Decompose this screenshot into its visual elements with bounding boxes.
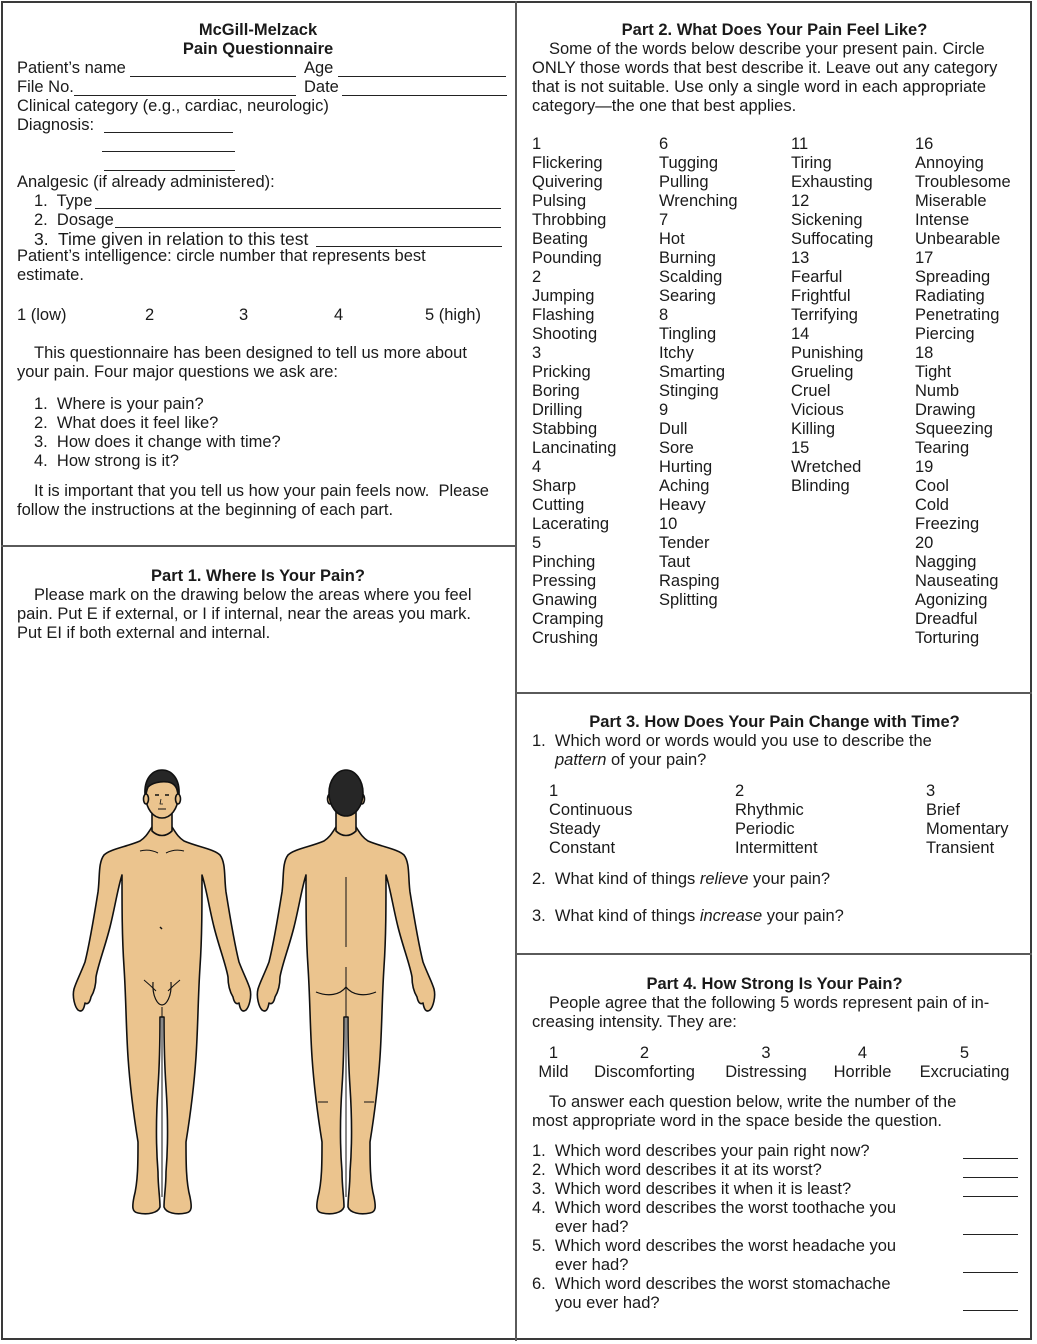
clinical-category-label: Clinical category (e.g., cardiac, neurologic)	[17, 97, 329, 115]
pain-word[interactable]: Dreadful	[915, 610, 978, 628]
part2-panel	[517, 0, 1032, 692]
pattern-column-2	[735, 782, 818, 858]
pain-word[interactable]: Quivering	[532, 173, 603, 191]
part3-q3-pre: 3. What kind of things	[532, 907, 700, 925]
file-no-label: File No.	[17, 78, 74, 96]
pain-word[interactable]: Flashing	[532, 306, 595, 324]
pattern-word[interactable]: Rhythmic	[735, 801, 804, 819]
pain-word[interactable]: Torturing	[915, 629, 980, 647]
pain-word[interactable]: Wretched	[791, 458, 862, 476]
intensity-word: Discomforting	[594, 1063, 695, 1081]
question-item-1: 1. Where is your pain?	[34, 395, 204, 413]
pain-word[interactable]: Blinding	[791, 477, 850, 495]
pain-word[interactable]: Lacerating	[532, 515, 610, 533]
relieve-emphasis: relieve	[699, 870, 749, 888]
pain-word[interactable]: Jumping	[532, 287, 595, 305]
pattern-word[interactable]: Brief	[926, 801, 960, 819]
pain-word[interactable]: Pinching	[532, 553, 596, 571]
pain-word[interactable]: Freezing	[915, 515, 980, 533]
answer-blank[interactable]	[963, 1257, 1018, 1273]
pain-word[interactable]: Shooting	[532, 325, 598, 343]
pain-word[interactable]: Penetrating	[915, 306, 1000, 324]
part2-line3: that is not suitable. Use only a single word in each appropriate	[532, 78, 987, 96]
question-item-2: 2. What does it feel like?	[34, 414, 219, 432]
intensity-number: 2	[639, 1044, 650, 1062]
pain-word[interactable]: Hurting	[659, 458, 713, 476]
analgesic-time-label: 3. Time given in relation to this test	[34, 229, 309, 249]
pain-word-list	[532, 135, 1022, 655]
part3-q3-post: your pain?	[762, 907, 844, 925]
intensity-4	[830, 1044, 895, 1082]
patient-name-label: Patient’s name	[17, 59, 126, 77]
header-panel	[0, 0, 516, 545]
pain-word[interactable]: Heavy	[659, 496, 706, 514]
pattern-column-3	[926, 782, 1009, 858]
part3-q2-post: your pain?	[748, 870, 831, 888]
intensity-word: Excruciating	[919, 1063, 1010, 1081]
pain-word[interactable]: Sickening	[791, 211, 863, 229]
pain-word[interactable]: Intense	[915, 211, 970, 229]
intensity-number: 3	[761, 1044, 771, 1062]
category-number: 10	[659, 515, 678, 533]
intelligence-line1: Patient’s intelligence: circle number that represents best	[17, 247, 426, 265]
category-number: 9	[659, 401, 669, 419]
pain-word[interactable]: Cutting	[532, 496, 585, 514]
pain-word[interactable]: Crushing	[532, 629, 599, 647]
analgesic-dosage-field[interactable]	[115, 212, 501, 228]
intensity-5	[917, 1044, 1012, 1082]
part3-q2	[532, 870, 830, 889]
intelligence-option-1[interactable]: 1 (low)	[17, 306, 67, 324]
part2-line4: category—the one that best applies.	[532, 97, 797, 115]
answer-blank[interactable]	[963, 1162, 1018, 1178]
intelligence-line2: estimate.	[17, 266, 84, 284]
pattern-group-number: 3	[926, 782, 936, 800]
pain-word[interactable]: Cruel	[791, 382, 831, 400]
pain-word[interactable]: Grueling	[791, 363, 854, 381]
back-head	[329, 770, 363, 816]
strength-question	[532, 1161, 1022, 1180]
intensity-word: Horrible	[833, 1063, 892, 1081]
answer-blank[interactable]	[963, 1181, 1018, 1197]
category-number: 20	[915, 534, 934, 552]
intelligence-option-2[interactable]: 2	[145, 306, 155, 324]
date-field[interactable]	[342, 80, 507, 96]
intensity-number: 5	[959, 1044, 970, 1062]
closing-line2: follow the instructions at the beginning of each part.	[17, 501, 394, 519]
pain-word[interactable]: Suffocating	[791, 230, 874, 248]
date-label: Date	[304, 78, 339, 96]
strength-question	[532, 1237, 1022, 1275]
pattern-word[interactable]: Continuous	[549, 801, 633, 819]
word-column-1	[532, 135, 616, 648]
pain-word[interactable]: Tiring	[791, 154, 832, 172]
category-number: 1	[532, 135, 542, 153]
pain-word[interactable]: Pounding	[532, 249, 602, 267]
pain-word[interactable]: Gnawing	[532, 591, 598, 609]
pain-word[interactable]: Hot	[659, 230, 685, 248]
part2-line1: Some of the words below describe your present pain. Circle	[549, 40, 985, 58]
pain-word[interactable]: Nagging	[915, 553, 977, 571]
form-title-line1: McGill-Melzack	[198, 21, 318, 39]
pain-word[interactable]: Numb	[915, 382, 960, 400]
body-diagram[interactable]	[60, 757, 460, 1227]
part4-instr-line1: To answer each question below, write the number of the	[549, 1093, 957, 1111]
pattern-group-number: 1	[549, 782, 559, 800]
part3-q1-line2	[555, 751, 706, 770]
part3-q1-line1: 1. Which word or words would you use to describe the	[532, 732, 932, 750]
age-field[interactable]	[338, 61, 506, 77]
pain-word[interactable]: Rasping	[659, 572, 720, 590]
part1-line1: Please mark on the drawing below the areas where you feel	[34, 586, 472, 604]
intensity-word: Mild	[538, 1063, 569, 1081]
part3-q2-pre: 2. What kind of things	[532, 870, 700, 888]
pattern-word[interactable]: Constant	[549, 839, 616, 857]
category-number: 16	[915, 135, 934, 153]
part3-q3	[532, 907, 844, 926]
pain-word[interactable]: Unbearable	[915, 230, 1001, 248]
question-text-cont: ever had?	[555, 1218, 629, 1236]
question-text: 3. Which word describes it when it is least?	[532, 1180, 852, 1198]
pattern-emphasis: pattern	[555, 751, 607, 769]
part2-line2: ONLY those words that best describe it. Leave out any category	[532, 59, 998, 77]
form-title-line2: Pain Questionnaire	[182, 40, 334, 58]
question-item-4: 4. How strong is it?	[34, 452, 179, 470]
part3-title: Part 3. How Does Your Pain Change with Time?	[589, 713, 960, 731]
category-number: 14	[791, 325, 810, 343]
pain-word[interactable]: Nauseating	[915, 572, 999, 590]
pain-word[interactable]: Drawing	[915, 401, 976, 419]
strength-question-list	[532, 1142, 1022, 1322]
category-number: 17	[915, 249, 934, 267]
part4-line1: People agree that the following 5 words represent pain of in-	[549, 994, 990, 1012]
pattern-word[interactable]: Transient	[926, 839, 995, 857]
intensity-number: 4	[857, 1044, 868, 1062]
pattern-word-list	[549, 782, 1019, 862]
question-text: 2. Which word describes it at its worst?	[532, 1161, 822, 1179]
pain-word[interactable]: Smarting	[659, 363, 726, 381]
pattern-group-number: 2	[735, 782, 745, 800]
strength-question	[532, 1180, 1022, 1199]
pain-word[interactable]: Taut	[659, 553, 691, 571]
category-number: 5	[532, 534, 542, 552]
part4-line2: creasing intensity. They are:	[532, 1013, 737, 1031]
pain-word[interactable]: Tingling	[659, 325, 717, 343]
question-text: 1. Which word describes your pain right now?	[532, 1142, 870, 1160]
back-body-figure[interactable]	[257, 770, 434, 1214]
pain-word[interactable]: Cool	[915, 477, 949, 495]
category-number: 12	[791, 192, 810, 210]
pain-word[interactable]: Stinging	[659, 382, 719, 400]
pain-word[interactable]: Agonizing	[915, 591, 988, 609]
intro-line2: your pain. Four major questions we ask are:	[17, 363, 338, 381]
category-number: 3	[532, 344, 542, 362]
pain-word[interactable]: Troublesome	[915, 173, 1011, 191]
question-text: 6. Which word describes the worst stomachache	[532, 1275, 891, 1293]
strength-question	[532, 1142, 1022, 1161]
intensity-2	[592, 1044, 697, 1082]
intensity-number: 1	[548, 1044, 559, 1062]
part3-panel	[517, 694, 1032, 953]
pain-word[interactable]: Tearing	[915, 439, 970, 457]
category-number: 19	[915, 458, 934, 476]
question-text: 5. Which word describes the worst headache you	[532, 1237, 897, 1255]
pain-word[interactable]: Exhausting	[791, 173, 873, 191]
pain-word[interactable]: Itchy	[659, 344, 694, 362]
pattern-word[interactable]: Intermittent	[735, 839, 818, 857]
pattern-word[interactable]: Momentary	[926, 820, 1009, 838]
pain-word[interactable]: Drilling	[532, 401, 583, 419]
pain-word[interactable]: Terrifying	[791, 306, 858, 324]
analgesic-time-field[interactable]	[316, 231, 502, 247]
intensity-word: Distressing	[725, 1063, 807, 1081]
analgesic-type-field[interactable]	[95, 193, 501, 209]
category-number: 18	[915, 344, 934, 362]
part1-panel	[0, 547, 516, 1342]
pain-word[interactable]: Pressing	[532, 572, 597, 590]
pain-word[interactable]: Annoying	[915, 154, 984, 172]
pain-word[interactable]: Scalding	[659, 268, 723, 286]
intensity-scale	[537, 1044, 1017, 1084]
pain-word[interactable]: Miserable	[915, 192, 987, 210]
pain-word[interactable]: Punishing	[791, 344, 864, 362]
pain-word[interactable]: Splitting	[659, 591, 718, 609]
part1-title: Part 1. Where Is Your Pain?	[151, 567, 365, 585]
part4-panel	[517, 955, 1032, 1342]
part2-title: Part 2. What Does Your Pain Feel Like?	[621, 21, 928, 39]
category-number: 8	[659, 306, 669, 324]
closing-line1: It is important that you tell us how your pain feels now. Please	[34, 482, 489, 500]
intensity-1	[537, 1044, 570, 1082]
pain-word[interactable]: Squeezing	[915, 420, 993, 438]
pain-word[interactable]: Beating	[532, 230, 588, 248]
pain-word[interactable]: Aching	[659, 477, 710, 495]
intensity-3	[724, 1044, 808, 1082]
pain-word[interactable]: Tugging	[659, 154, 719, 172]
part1-line2: pain. Put E if external, or I if internal, near the areas you mark.	[17, 605, 471, 623]
pain-word[interactable]: Boring	[532, 382, 580, 400]
front-body-figure[interactable]	[73, 770, 250, 1214]
category-number: 2	[532, 268, 542, 286]
pain-word[interactable]: Pulling	[659, 173, 709, 191]
pattern-word[interactable]: Periodic	[735, 820, 795, 838]
word-column-2	[659, 135, 738, 610]
category-number: 15	[791, 439, 810, 457]
answer-blank[interactable]	[963, 1143, 1018, 1159]
diagnosis-field-3[interactable]	[104, 155, 235, 171]
category-number: 7	[659, 211, 669, 229]
pain-word[interactable]: Pricking	[532, 363, 591, 381]
pain-word[interactable]: Dull	[659, 420, 688, 438]
diagnosis-field-2[interactable]	[102, 136, 235, 152]
word-column-4	[915, 135, 1011, 648]
category-number: 4	[532, 458, 542, 476]
pattern-word[interactable]: Steady	[549, 820, 601, 838]
pain-word[interactable]: Lancinating	[532, 439, 617, 457]
pain-word[interactable]: Sharp	[532, 477, 577, 495]
pain-word[interactable]: Searing	[659, 287, 716, 305]
pain-word[interactable]: Wrenching	[659, 192, 738, 210]
pain-word[interactable]: Vicious	[791, 401, 844, 419]
pain-word[interactable]: Frightful	[791, 287, 851, 305]
category-number: 13	[791, 249, 810, 267]
word-column-3	[791, 135, 873, 496]
patient-name-field[interactable]	[130, 61, 296, 77]
intelligence-option-3[interactable]: 3	[239, 306, 249, 324]
analgesic-label: Analgesic (if already administered):	[17, 173, 275, 191]
file-no-field[interactable]	[74, 80, 296, 96]
category-number: 6	[659, 135, 669, 153]
pain-word[interactable]: Flickering	[532, 154, 603, 172]
question-text: 4. Which word describes the worst toothache you	[532, 1199, 897, 1217]
pain-word[interactable]: Throbbing	[532, 211, 607, 229]
question-item-3: 3. How does it change with time?	[34, 433, 281, 451]
pain-word[interactable]: Killing	[791, 420, 836, 438]
answer-blank[interactable]	[963, 1219, 1018, 1235]
pain-word[interactable]: Spreading	[915, 268, 991, 286]
pain-word[interactable]: Burning	[659, 249, 716, 267]
diagnosis-label: Diagnosis:	[17, 116, 95, 134]
answer-blank[interactable]	[963, 1295, 1018, 1311]
question-text-cont: ever had?	[555, 1256, 629, 1274]
strength-question	[532, 1275, 1022, 1313]
pattern-column-1	[549, 782, 632, 858]
pain-word[interactable]: Fearful	[791, 268, 843, 286]
part4-title: Part 4. How Strong Is Your Pain?	[646, 975, 903, 993]
pain-word[interactable]: Tight	[915, 363, 952, 381]
pain-word[interactable]: Stabbing	[532, 420, 598, 438]
intelligence-option-5[interactable]: 5 (high)	[425, 306, 481, 324]
increase-emphasis: increase	[699, 907, 763, 925]
pain-word[interactable]: Pulsing	[532, 192, 587, 210]
pain-word[interactable]: Cold	[915, 496, 949, 514]
analgesic-dosage-label: 2. Dosage	[34, 211, 114, 229]
intelligence-option-4[interactable]: 4	[334, 306, 344, 324]
diagnosis-field-1[interactable]	[104, 117, 233, 133]
part4-instr-line2: most appropriate word in the space beside the question.	[532, 1112, 943, 1130]
intro-line1: This questionnaire has been designed to tell us more about	[34, 344, 467, 362]
question-text-cont: you ever had?	[555, 1294, 660, 1312]
analgesic-type-label: 1. Type	[34, 192, 93, 210]
strength-question	[532, 1199, 1022, 1237]
pain-word[interactable]: Piercing	[915, 325, 975, 343]
age-label: Age	[304, 59, 334, 77]
pain-word[interactable]: Radiating	[915, 287, 985, 305]
pain-word[interactable]: Tender	[659, 534, 710, 552]
category-number: 11	[791, 135, 809, 153]
part3-q1-rest: of your pain?	[606, 751, 707, 769]
pain-word[interactable]: Cramping	[532, 610, 604, 628]
pain-word[interactable]: Sore	[659, 439, 694, 457]
part1-line3: Put EI if both external and internal.	[17, 624, 271, 642]
